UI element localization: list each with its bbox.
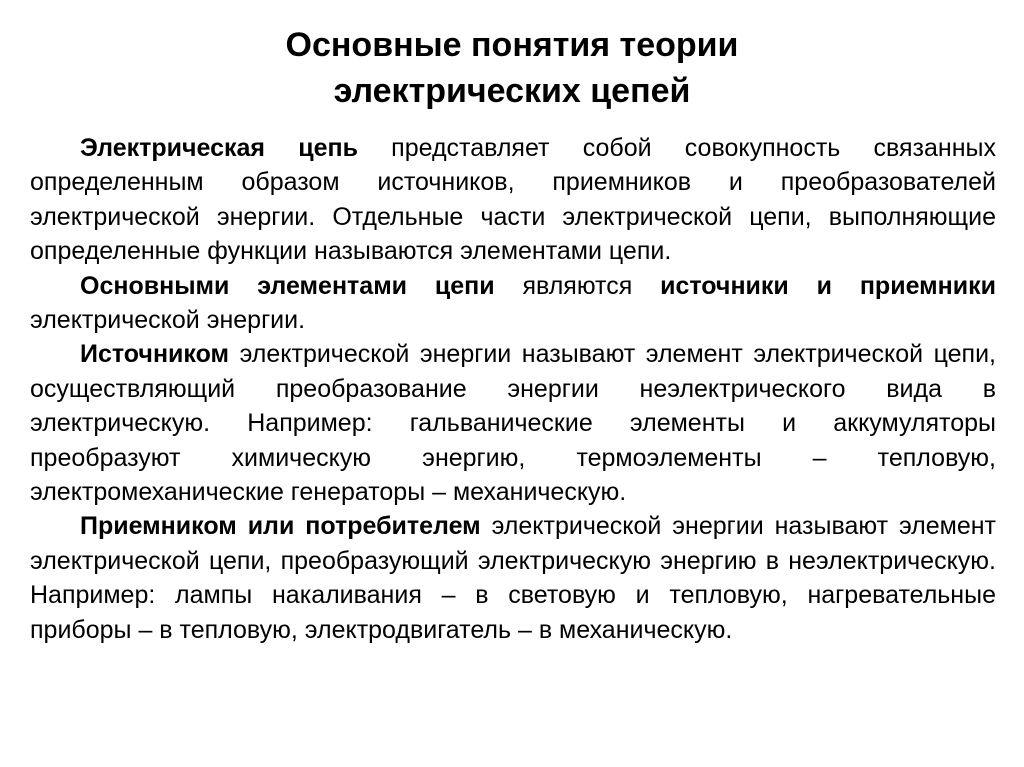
paragraph-source xyxy=(30,337,996,509)
paragraph-text: электрической энергии называют элемент электрической цепи, осуществляющий преобразование энергии неэлектрического вида в электрическую. Например: гальванические элементы и аккумуляторы преобразуют химическую энергию, термоэлементы – тепловую, электромеханические генераторы – механическую. xyxy=(30,340,996,507)
paragraph-text: электрической энергии. xyxy=(30,306,306,335)
title-line-2: электрических цепей xyxy=(333,72,691,110)
slide-title xyxy=(0,22,1024,114)
term-sources-and-receivers: источники и приемники xyxy=(660,271,996,300)
term-main-elements: Основными элементами цепи xyxy=(80,271,495,300)
paragraph-main-elements xyxy=(30,269,996,338)
title-line-1: Основные понятия теории xyxy=(285,26,739,64)
paragraph-text: электрической энергии называют элемент электрической цепи, преобразующий электрическую энергию в неэлектрическую. Например: лампы накаливания – в световую и тепловую, нагревательные приборы – в тепловую, электродвигатель – в механическую. xyxy=(30,512,996,644)
paragraph-electric-circuit xyxy=(30,131,996,269)
slide-body xyxy=(30,131,996,647)
term-receiver: Приемником или потребителем xyxy=(80,512,481,541)
term-electric-circuit: Электрическая цепь xyxy=(80,134,358,162)
term-source: Источником xyxy=(80,340,230,369)
paragraph-text: представляет собой совокупность связанных определенным образом источников, приемников и преобразователей электрической энергии. Отдельные части электрической цепи, выполняющие определенные функции называются элементами цепи. xyxy=(30,134,997,266)
paragraph-receiver xyxy=(30,509,996,647)
paragraph-text: являются xyxy=(494,271,661,300)
